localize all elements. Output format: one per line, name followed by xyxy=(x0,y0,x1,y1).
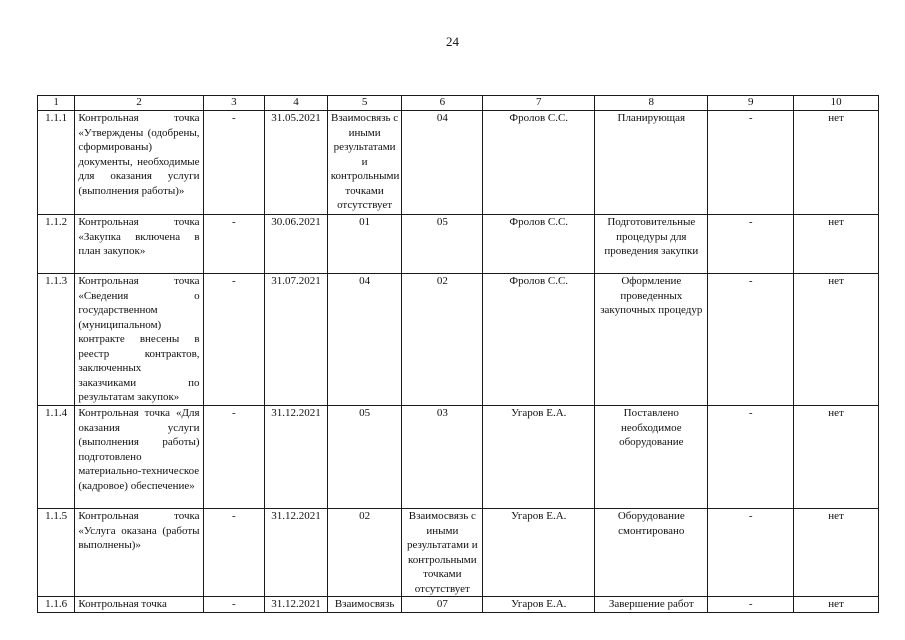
cell-col3: - xyxy=(203,597,265,613)
cell-col10: нет xyxy=(794,597,879,613)
cell-col9: - xyxy=(708,274,794,406)
cell-col5: 02 xyxy=(327,509,402,597)
column-header: 8 xyxy=(595,96,708,111)
control-point-name: Контрольная точка «Услуга оказана (работы выполнены)» xyxy=(75,509,203,597)
column-header: 7 xyxy=(483,96,595,111)
cell-col3: - xyxy=(203,509,265,597)
cell-col9: - xyxy=(708,597,794,613)
cell-col5: 04 xyxy=(327,274,402,406)
cell-col10: нет xyxy=(794,509,879,597)
cell-col6: 03 xyxy=(402,406,483,509)
control-point-name: Контрольная точка «Утверждены (одобрены, сформированы) документы, необходимые для оказания услуги (выполнения работы)» xyxy=(75,111,203,215)
cell-col10: нет xyxy=(794,111,879,215)
table-row xyxy=(38,509,879,597)
column-header: 4 xyxy=(265,96,328,111)
deadline-date: 31.12.2021 xyxy=(265,509,328,597)
page-number: 24 xyxy=(446,34,459,49)
control-point-name: Контрольная точка «Закупка включена в план закупок» xyxy=(75,215,203,274)
cell-col5: Взаимосвязь xyxy=(327,597,402,613)
cell-col9: - xyxy=(708,509,794,597)
table-row xyxy=(38,406,879,509)
responsible-person: Фролов С.С. xyxy=(483,215,595,274)
cell-col9: - xyxy=(708,111,794,215)
control-point-name: Контрольная точка «Для оказания услуги (выполнения работы) подготовлено материально-техническое (кадровое) обеспечение» xyxy=(75,406,203,509)
column-header: 10 xyxy=(794,96,879,111)
column-header: 9 xyxy=(708,96,794,111)
cell-col3: - xyxy=(203,406,265,509)
cell-col6: 07 xyxy=(402,597,483,613)
cell-col10: нет xyxy=(794,406,879,509)
cell-col8: Завершение работ xyxy=(595,597,708,613)
cell-col5: Взаимосвязь с иными результатами и контрольными точками отсутствует xyxy=(327,111,402,215)
column-header: 2 xyxy=(75,96,203,111)
column-header: 3 xyxy=(203,96,265,111)
deadline-date: 31.12.2021 xyxy=(265,597,328,613)
cell-col10: нет xyxy=(794,215,879,274)
control-point-name: Контрольная точка xyxy=(75,597,203,613)
table-row xyxy=(38,215,879,274)
cell-col3: - xyxy=(203,111,265,215)
responsible-person: Фролов С.С. xyxy=(483,274,595,406)
cell-col5: 01 xyxy=(327,215,402,274)
row-number: 1.1.2 xyxy=(38,215,75,274)
control-point-name: Контрольная точка «Сведения о государственном (муниципальном) контракте внесены в реестр контрактов, заключенных заказчиками по результатам закупок» xyxy=(75,274,203,406)
deadline-date: 31.12.2021 xyxy=(265,406,328,509)
deadline-date: 31.05.2021 xyxy=(265,111,328,215)
row-number: 1.1.4 xyxy=(38,406,75,509)
responsible-person: Угаров Е.А. xyxy=(483,406,595,509)
cell-col6: Взаимосвязь с иными результатами и контрольными точками отсутствует xyxy=(402,509,483,597)
table-row xyxy=(38,274,879,406)
cell-col8: Оформление проведенных закупочных процедур xyxy=(595,274,708,406)
cell-col8: Поставлено необходимое оборудование xyxy=(595,406,708,509)
row-number: 1.1.3 xyxy=(38,274,75,406)
row-number: 1.1.1 xyxy=(38,111,75,215)
cell-col9: - xyxy=(708,406,794,509)
column-header: 1 xyxy=(38,96,75,111)
cell-col10: нет xyxy=(794,274,879,406)
cell-col6: 05 xyxy=(402,215,483,274)
responsible-person: Фролов С.С. xyxy=(483,111,595,215)
cell-col3: - xyxy=(203,215,265,274)
cell-col6: 02 xyxy=(402,274,483,406)
cell-col9: - xyxy=(708,215,794,274)
table-row xyxy=(38,597,879,613)
table-row xyxy=(38,111,879,215)
responsible-person: Угаров Е.А. xyxy=(483,509,595,597)
cell-col6: 04 xyxy=(402,111,483,215)
control-points-table xyxy=(37,95,879,613)
deadline-date: 30.06.2021 xyxy=(265,215,328,274)
responsible-person: Угаров Е.А. xyxy=(483,597,595,613)
cell-col8: Подготовительные процедуры для проведения закупки xyxy=(595,215,708,274)
cell-col8: Планирующая xyxy=(595,111,708,215)
cell-col5: 05 xyxy=(327,406,402,509)
column-header: 6 xyxy=(402,96,483,111)
column-header: 5 xyxy=(327,96,402,111)
cell-col8: Оборудование смонтировано xyxy=(595,509,708,597)
deadline-date: 31.07.2021 xyxy=(265,274,328,406)
row-number: 1.1.5 xyxy=(38,509,75,597)
row-number: 1.1.6 xyxy=(38,597,75,613)
table-header-row xyxy=(38,96,879,111)
cell-col3: - xyxy=(203,274,265,406)
